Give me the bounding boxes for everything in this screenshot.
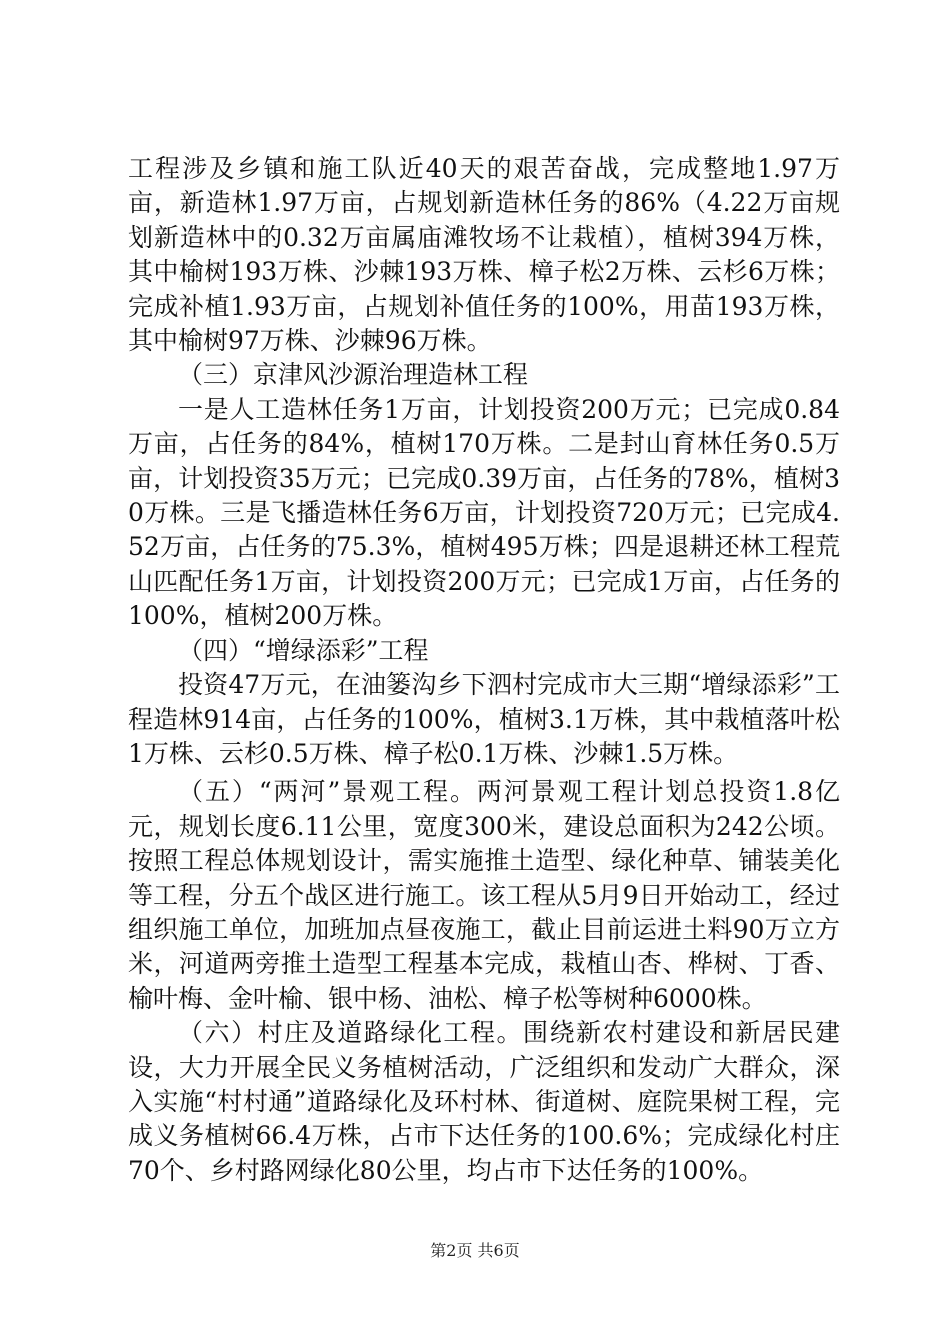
document-body xyxy=(128,152,840,1188)
paragraph-section-6: （六）村庄及道路绿化工程。围绕新农村建设和新居民建设，大力开展全民义务植树活动，广泛组织和发动广大群众，深入实施“村村通”道路绿化及环村林、街道树、庭院果树工程，完成义务植树66.4万株，占市下达任务的100.6%；完成绿化村庄70个、乡村路网绿化80公里，均占市下达任务的100%。 xyxy=(128,1018,840,1185)
section-heading-4: （四）“增绿添彩”工程 xyxy=(178,635,429,665)
paragraph-section-3: 一是人工造林任务1万亩，计划投资200万元；已完成0.84万亩，占任务的84%，植树170万株。二是封山育林任务0.5万亩，计划投资35万元；已完成0.39万亩，占任务的78%，植树30万株。三是飞播造林任务6万亩，计划投资720万元；已完成4.52万亩，占任务的75.3%，植树495万株；四是退耕还林工程荒山匹配任务1万亩，计划投资200万元；已完成1万亩，占任务的100%，植树200万株。 xyxy=(128,394,840,631)
paragraph-continued: 工程涉及乡镇和施工队近40天的艰苦奋战，完成整地1.97万亩，新造林1.97万亩，占规划新造林任务的86%（4.22万亩规划新造林中的0.32万亩属庙滩牧场不让栽植），植树394万株，其中榆树193万株、沙棘193万株、樟子松2万株、云杉6万株；完成补植1.93万亩，占规划补值任务的100%，用苗193万株，其中榆树97万株、沙棘96万株。 xyxy=(128,154,840,356)
paragraph-section-4: 投资47万元，在油篓沟乡下泗村完成市大三期“增绿添彩”工程造林914亩，占任务的100%，植树3.1万株，其中栽植落叶松1万株、云杉0.5万株、樟子松0.1万株、沙棘1.5万株。 xyxy=(128,670,840,768)
page-number-footer: 第2页 共6页 xyxy=(430,1241,520,1260)
section-heading-3: （三）京津风沙源治理造林工程 xyxy=(178,360,529,390)
paragraph-section-5: （五）“两河”景观工程。两河景观工程计划总投资1.8亿元，规划长度6.11公里，宽度300米，建设总面积为242公顷。按照工程总体规划设计，需实施推土造型、绿化种草、铺装美化等工程，分五个战区进行施工。该工程从5月9日开始动工，经过组织施工单位，加班加点昼夜施工，截止目前运进土料90万立方米，河道两旁推土造型工程基本完成，栽植山杏、桦树、丁香、榆叶梅、金叶榆、银中杨、油松、樟子松等树种6000株。 xyxy=(128,777,840,1013)
